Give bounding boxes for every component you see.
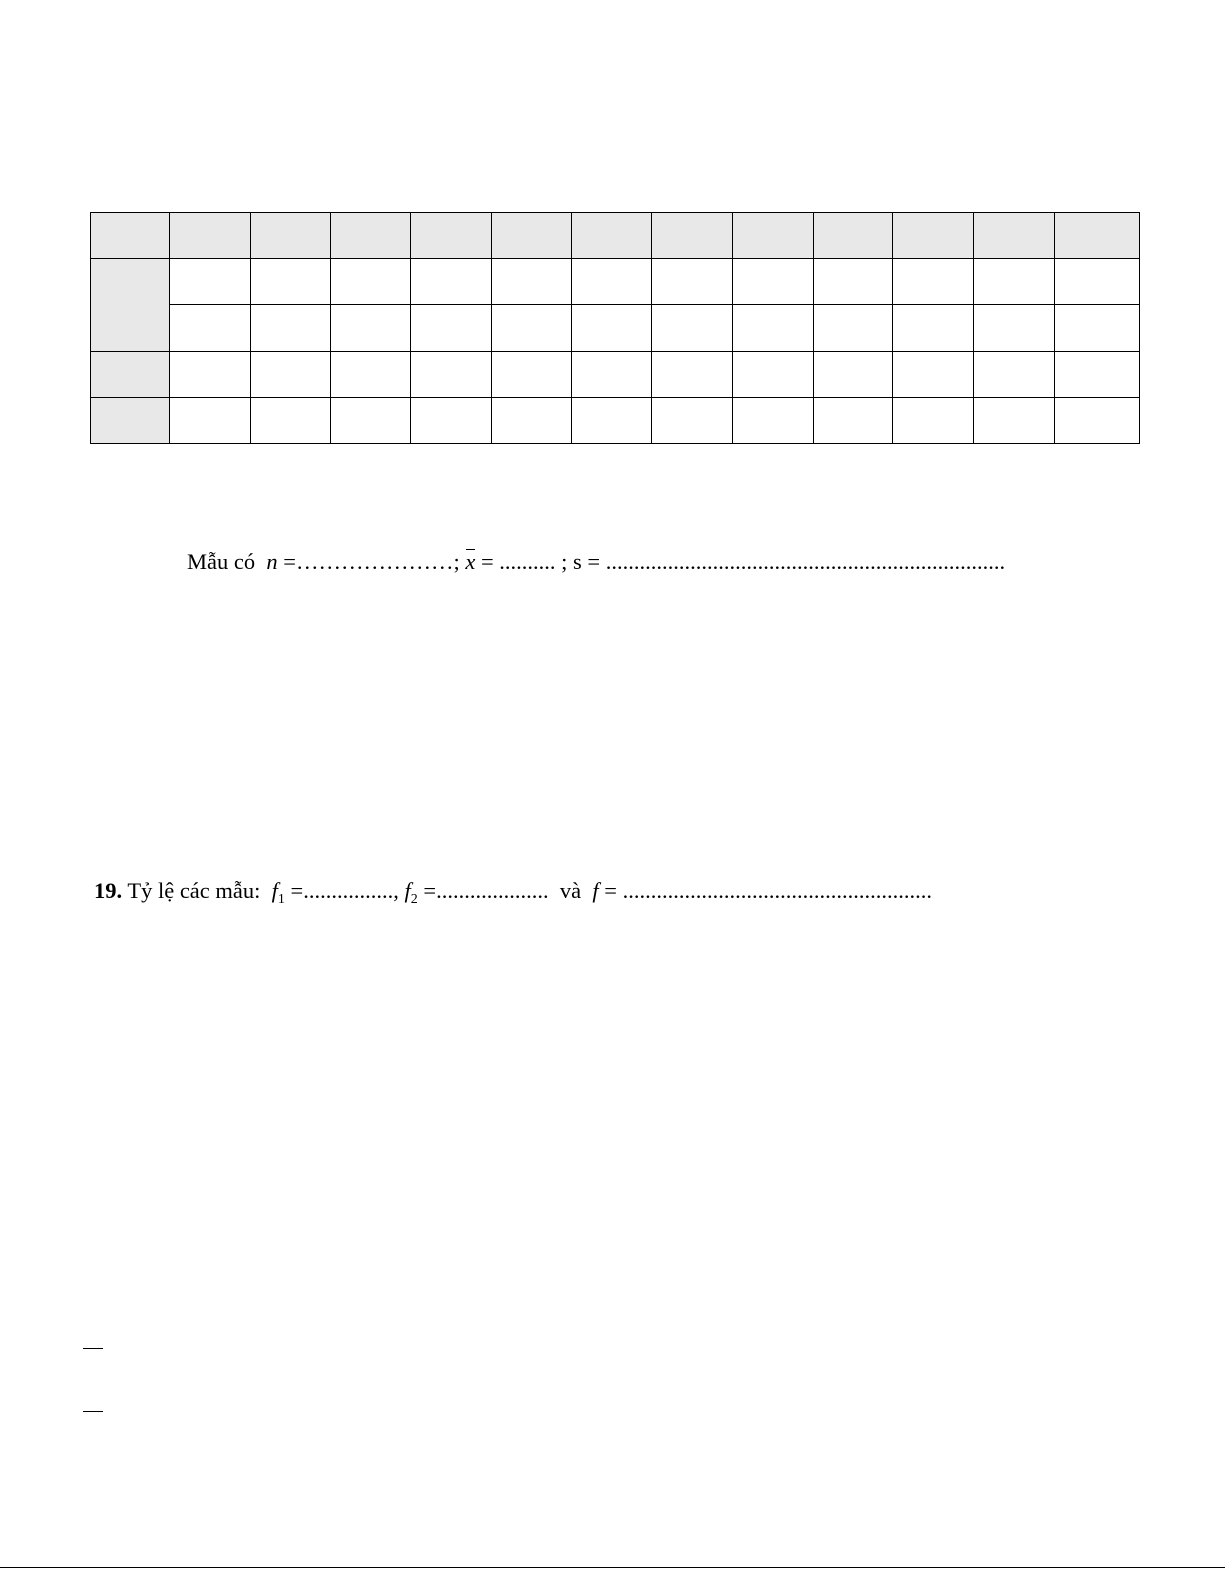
table-cell [572, 259, 652, 305]
equals-sign: = [290, 878, 304, 903]
and-word: và [559, 878, 582, 903]
equals-sign: = [423, 878, 437, 903]
header-cell [974, 213, 1055, 259]
header-cell [331, 213, 411, 259]
table-cell [572, 305, 652, 351]
separator: ; [561, 549, 568, 574]
x-bar-variable: x [465, 549, 476, 574]
table-cell [1055, 351, 1140, 397]
table-cell [893, 305, 974, 351]
table-cell [733, 259, 814, 305]
table-cell [492, 351, 572, 397]
f2-variable: $f_2$ [404, 878, 418, 907]
table-cell [814, 305, 893, 351]
blank-data-table [90, 212, 1140, 444]
table-cell [974, 305, 1055, 351]
table-cell [652, 397, 733, 443]
table-cell [652, 305, 733, 351]
table-cell [733, 305, 814, 351]
equals-sign: = [283, 549, 296, 574]
f-blank[interactable]: ....................................................... [622, 878, 932, 903]
table-cell [251, 397, 331, 443]
table-cell [170, 351, 251, 397]
s-label: s = [573, 549, 601, 574]
dash-mark [83, 1411, 103, 1412]
table-cell [492, 397, 572, 443]
table-cell [411, 259, 492, 305]
sample-statistics-line [187, 548, 1005, 576]
question-number: 19. [94, 878, 123, 903]
table-cell [1055, 397, 1140, 443]
table-cell [814, 259, 893, 305]
n-variable: n [266, 549, 278, 574]
table-row [91, 305, 1140, 351]
dash-mark [83, 1348, 103, 1349]
table-cell [652, 259, 733, 305]
table-cell [974, 259, 1055, 305]
table-cell [974, 397, 1055, 443]
equals-sign: = [480, 549, 494, 574]
table-cell [733, 397, 814, 443]
table-cell [1055, 305, 1140, 351]
table-row [91, 397, 1140, 443]
header-cell [170, 213, 251, 259]
table-cell [733, 351, 814, 397]
table-cell [492, 305, 572, 351]
table-cell [411, 351, 492, 397]
table-row [91, 259, 1140, 305]
header-cell [652, 213, 733, 259]
question-19-line [94, 877, 932, 914]
table-cell [572, 397, 652, 443]
s-blank[interactable]: ....................................................................... [605, 549, 1006, 574]
header-cell [733, 213, 814, 259]
table-cell [170, 259, 251, 305]
table-cell [411, 397, 492, 443]
table-cell [974, 351, 1055, 397]
n-blank[interactable]: ………………… [295, 549, 454, 574]
table-cell [893, 397, 974, 443]
table-row [91, 351, 1140, 397]
header-cell [251, 213, 331, 259]
table-cell [814, 351, 893, 397]
row-header-cell [91, 351, 170, 397]
question-text: Tỷ lệ các mẫu: [127, 878, 261, 903]
header-cell [492, 213, 572, 259]
table-header-row [91, 213, 1140, 259]
table-cell [652, 351, 733, 397]
table-cell [331, 305, 411, 351]
table-cell [572, 351, 652, 397]
page-bottom-rule [0, 1567, 1225, 1568]
separator: ; [453, 549, 460, 574]
f1-variable: $f_1$ [271, 878, 285, 907]
row-header-cell [91, 397, 170, 443]
table-cell [331, 351, 411, 397]
table-cell [893, 351, 974, 397]
header-cell [1055, 213, 1140, 259]
table-cell [331, 259, 411, 305]
sample-prefix: Mẫu có [187, 549, 256, 574]
header-cell [411, 213, 492, 259]
table-cell [251, 259, 331, 305]
table-cell [492, 259, 572, 305]
header-cell [893, 213, 974, 259]
header-cell [572, 213, 652, 259]
table-cell [814, 397, 893, 443]
table-cell [893, 259, 974, 305]
equals-sign: = [604, 878, 617, 903]
header-cell [814, 213, 893, 259]
table-cell [251, 305, 331, 351]
table-cell [170, 397, 251, 443]
table-cell [170, 305, 251, 351]
mean-blank[interactable]: .......... [499, 549, 556, 574]
header-cell [91, 213, 170, 259]
table-cell [251, 351, 331, 397]
row-header-cell [91, 259, 170, 351]
table-cell [411, 305, 492, 351]
f-variable: f [592, 878, 599, 903]
f2-blank[interactable]: .................... [436, 878, 549, 903]
table-cell [1055, 259, 1140, 305]
table-cell [331, 397, 411, 443]
f1-blank[interactable]: ................, [303, 878, 399, 903]
